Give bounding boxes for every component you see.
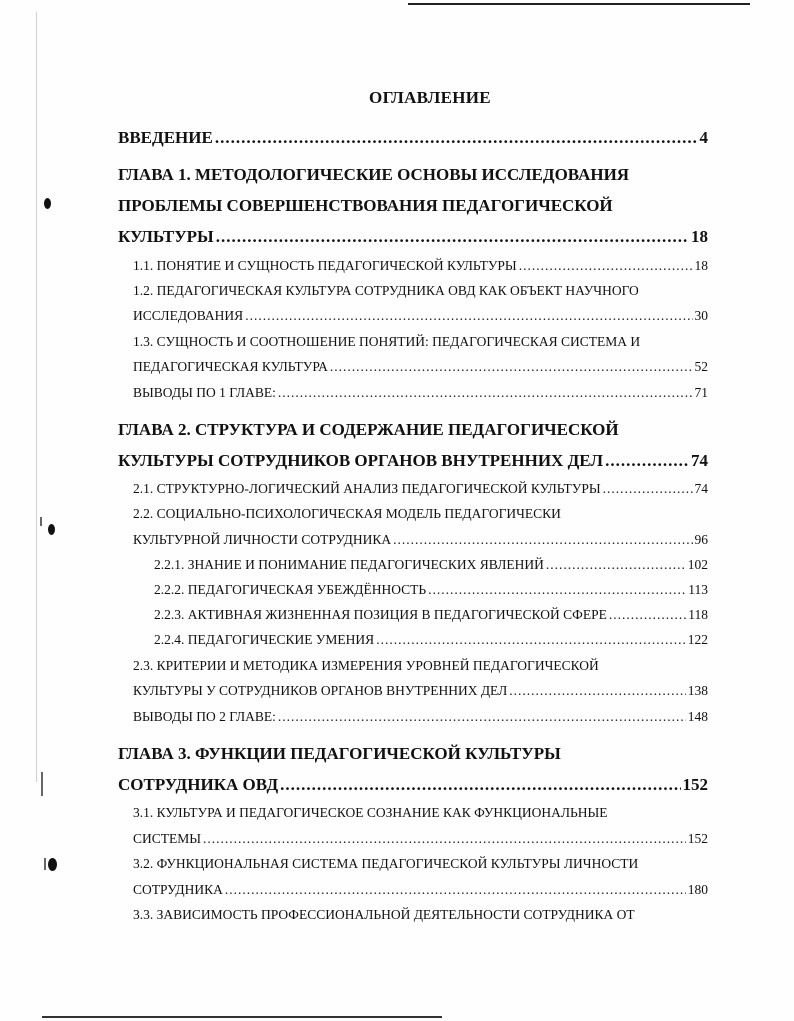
toc-entry-text: КУЛЬТУРЫ У СОТРУДНИКОВ ОРГАНОВ ВНУТРЕННИХ ДЕЛ [133,683,508,698]
scan-mark [44,858,46,870]
toc-entry-text: СОТРУДНИКА [133,882,223,897]
toc-entry-1-3-line1[interactable]: 1.3. СУЩНОСТЬ И СООТНОШЕНИЕ ПОНЯТИЙ: ПЕДАГОГИЧЕСКАЯ СИСТЕМА И [133,334,641,349]
toc-leader [216,227,689,247]
chapter-1-heading-cont[interactable]: ПРОБЛЕМЫ СОВЕРШЕНСТВОВАНИЯ ПЕДАГОГИЧЕСКОЙ [118,196,613,215]
toc-entry-1-3[interactable] [133,359,708,375]
toc-entry-chapter-3[interactable] [118,775,708,795]
toc-leader [225,882,686,898]
toc-leader [509,683,685,699]
toc-leader [393,532,692,548]
toc-entry-3-2-line1[interactable]: 3.2. ФУНКЦИОНАЛЬНАЯ СИСТЕМА ПЕДАГОГИЧЕСКОЙ КУЛЬТУРЫ ЛИЧНОСТИ [133,856,639,871]
toc-entry-2-3-line1[interactable]: 2.3. КРИТЕРИИ И МЕТОДИКА ИЗМЕРЕНИЯ УРОВНЕЙ ПЕДАГОГИЧЕСКОЙ [133,658,599,673]
toc-page-number: 4 [699,128,708,147]
toc-entry-text: 2.2.4. ПЕДАГОГИЧЕСКИЕ УМЕНИЯ [154,632,375,647]
toc-entry-text: 2.2.2. ПЕДАГОГИЧЕСКАЯ УБЕЖДЁННОСТЬ [154,582,427,597]
toc-entry-2-2-3[interactable] [154,607,708,623]
page-title: ОГЛАВЛЕНИЕ [369,88,491,107]
toc-entry-text: КУЛЬТУРЫ [118,227,214,246]
toc-entry-text: 1.1. ПОНЯТИЕ И СУЩНОСТЬ ПЕДАГОГИЧЕСКОЙ КУЛЬТУРЫ [133,258,517,273]
toc-leader [330,359,693,375]
toc-entry-text: ИССЛЕДОВАНИЯ [133,308,244,323]
toc-page-number: 74 [694,481,708,496]
chapter-1-heading[interactable]: ГЛАВА 1. МЕТОДОЛОГИЧЕСКИЕ ОСНОВЫ ИССЛЕДОВАНИЯ [118,165,630,184]
toc-entry-text: ВЫВОДЫ ПО 1 ГЛАВЕ: [133,385,276,400]
toc-entry-2-3[interactable] [133,683,708,699]
toc-leader [546,557,686,573]
toc-page-number: 18 [694,258,708,273]
toc-entry-2-2-line1[interactable]: 2.2. СОЦИАЛЬНО-ПСИХОЛОГИЧЕСКАЯ МОДЕЛЬ ПЕДАГОГИЧЕСКИ [133,506,561,521]
toc-entry-2-2-2[interactable] [154,582,708,598]
toc-page-number: 30 [694,308,708,323]
toc-entry-chapter-2[interactable] [118,451,708,471]
toc-leader [519,258,693,274]
scan-margin-line [36,12,37,782]
scan-blot [44,198,51,209]
toc-page-number: 71 [694,385,708,400]
toc-leader [203,831,686,847]
toc-leader [280,775,680,795]
scan-mark [40,517,42,526]
toc-page-number: 118 [688,607,708,622]
toc-page-number: 52 [694,359,708,374]
toc-entry-text: 2.1. СТРУКТУРНО-ЛОГИЧЕСКИЙ АНАЛИЗ ПЕДАГОГИЧЕСКОЙ КУЛЬТУРЫ [133,481,601,496]
toc-page-number: 152 [687,831,708,846]
toc-entry-3-1-line1[interactable]: 3.1. КУЛЬТУРА И ПЕДАГОГИЧЕСКОЕ СОЗНАНИЕ КАК ФУНКЦИОНАЛЬНЫЕ [133,805,608,820]
toc-page-number: 180 [687,882,708,897]
toc-entry-text: 2.2.3. АКТИВНАЯ ЖИЗНЕННАЯ ПОЗИЦИЯ В ПЕДАГОГИЧЕСКОЙ СФЕРЕ [154,607,607,622]
toc-leader [428,582,686,598]
toc-leader [603,481,693,497]
scan-blot [48,858,57,871]
toc-entry-2-1[interactable] [133,481,708,497]
toc-page-number: 148 [687,709,708,724]
toc-page-number: 74 [691,451,708,470]
toc-entry-2-2[interactable] [133,532,708,548]
toc-leader [278,385,693,401]
toc-leader [609,607,686,623]
toc-leader [605,451,689,471]
scan-mark [41,772,43,796]
chapter-2-heading[interactable]: ГЛАВА 2. СТРУКТУРА И СОДЕРЖАНИЕ ПЕДАГОГИЧЕСКОЙ [118,420,619,439]
toc-entry-text: СИСТЕМЫ [133,831,202,846]
toc-entry-3-3-line1[interactable]: 3.3. ЗАВИСИМОСТЬ ПРОФЕССИОНАЛЬНОЙ ДЕЯТЕЛЬНОСТИ СОТРУДНИКА ОТ [133,907,635,922]
toc-entry-text: КУЛЬТУРНОЙ ЛИЧНОСТИ СОТРУДНИКА [133,532,392,547]
scan-edge-top [408,3,750,5]
toc-entry-3-2[interactable] [133,882,708,898]
toc-entry-text: ВВЕДЕНИЕ [118,128,213,147]
toc-entry-1-1[interactable] [133,258,708,274]
toc-page-number: 102 [687,557,708,572]
toc-entry-chapter-1[interactable] [118,227,708,247]
toc-page-number: 96 [694,532,708,547]
toc-entry-text: ВЫВОДЫ ПО 2 ГЛАВЕ: [133,709,276,724]
toc-page-number: 113 [688,582,708,597]
toc-entry-conclusions-2[interactable] [133,709,708,725]
chapter-3-heading[interactable]: ГЛАВА 3. ФУНКЦИИ ПЕДАГОГИЧЕСКОЙ КУЛЬТУРЫ [118,744,561,763]
toc-entry-text: СОТРУДНИКА ОВД [118,775,279,794]
toc-leader [215,128,698,148]
toc-page-number: 138 [687,683,708,698]
toc-leader [245,308,692,324]
toc-page-number: 152 [682,775,708,794]
toc-entry-1-2-line1[interactable]: 1.2. ПЕДАГОГИЧЕСКАЯ КУЛЬТУРА СОТРУДНИКА ОВД КАК ОБЪЕКТ НАУЧНОГО [133,283,639,298]
toc-entry-1-2[interactable] [133,308,708,324]
toc-entry-2-2-1[interactable] [154,557,708,573]
toc-entry-3-1[interactable] [133,831,708,847]
toc-entry-2-2-4[interactable] [154,632,708,648]
toc-entry-text: 2.2.1. ЗНАНИЕ И ПОНИМАНИЕ ПЕДАГОГИЧЕСКИХ ЯВЛЕНИЙ [154,557,544,572]
toc-entry-intro[interactable] [118,128,708,148]
scan-blot [48,524,55,535]
toc-page-number: 122 [687,632,708,647]
scan-edge-bottom [42,1016,442,1018]
toc-page-number: 18 [691,227,708,246]
toc-entry-text: КУЛЬТУРЫ СОТРУДНИКОВ ОРГАНОВ ВНУТРЕННИХ ДЕЛ [118,451,604,470]
toc-entry-text: ПЕДАГОГИЧЕСКАЯ КУЛЬТУРА [133,359,328,374]
toc-entry-conclusions-1[interactable] [133,385,708,401]
toc-leader [376,632,686,648]
toc-leader [278,709,686,725]
